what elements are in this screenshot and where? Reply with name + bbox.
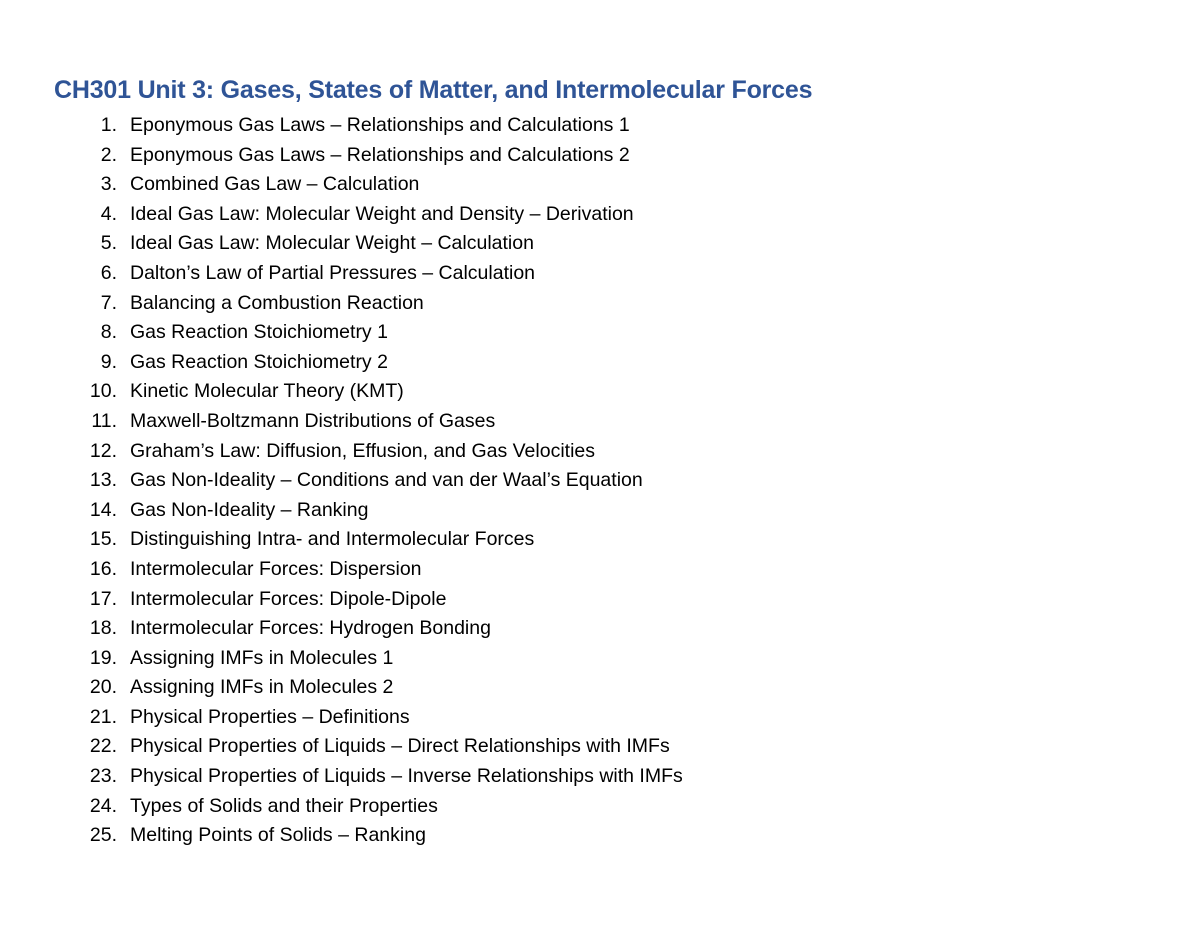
list-item-number: 25. bbox=[89, 824, 117, 847]
list-item-text: Melting Points of Solids – Ranking bbox=[130, 824, 426, 847]
list-item-text: Assigning IMFs in Molecules 2 bbox=[130, 676, 394, 699]
list-item-text: Distinguishing Intra- and Intermolecular Forces bbox=[130, 528, 535, 551]
list-item-text: Intermolecular Forces: Hydrogen Bonding bbox=[130, 617, 491, 640]
list-item-number: 15. bbox=[89, 528, 117, 551]
list-item-text: Intermolecular Forces: Dipole-Dipole bbox=[130, 587, 447, 610]
list-item-number: 3. bbox=[100, 173, 117, 196]
list-item-text: Types of Solids and their Properties bbox=[130, 794, 438, 817]
list-item-text: Intermolecular Forces: Dispersion bbox=[130, 557, 422, 580]
list-item-number: 12. bbox=[89, 439, 117, 462]
list-item-text: Balancing a Combustion Reaction bbox=[130, 291, 424, 314]
list-item-number: 24. bbox=[89, 794, 117, 817]
list-item-number: 22. bbox=[89, 735, 117, 758]
list-item-text: Assigning IMFs in Molecules 1 bbox=[130, 646, 394, 669]
list-item-number: 1. bbox=[100, 114, 117, 136]
list-item-number: 9. bbox=[100, 350, 117, 373]
list-item-text: Ideal Gas Law: Molecular Weight – Calculation bbox=[130, 232, 534, 255]
list-item-number: 8. bbox=[100, 321, 117, 344]
list-item-text: Dalton’s Law of Partial Pressures – Calculation bbox=[130, 261, 536, 284]
list-item-number: 18. bbox=[89, 617, 117, 640]
list-item-number: 5. bbox=[100, 232, 117, 255]
list-item-text: Kinetic Molecular Theory (KMT) bbox=[130, 380, 404, 403]
list-item-text: Physical Properties – Definitions bbox=[130, 705, 410, 728]
page-title: CH301 Unit 3: Gases, States of Matter, and Intermolecular Forces bbox=[54, 76, 813, 104]
list-item-number: 10. bbox=[89, 380, 117, 403]
list-item-number: 23. bbox=[89, 765, 117, 788]
list-item-text: Gas Non-Ideality – Conditions and van der Waal’s Equation bbox=[130, 469, 643, 492]
list-item-text: Maxwell-Boltzmann Distributions of Gases bbox=[130, 409, 496, 432]
list-item-text: Physical Properties of Liquids – Inverse Relationships with IMFs bbox=[130, 765, 683, 788]
list-item-number: 14. bbox=[89, 498, 117, 521]
list-item-number: 17. bbox=[89, 587, 117, 610]
list-item-number: 13. bbox=[89, 469, 117, 492]
list-item-text: Gas Reaction Stoichiometry 1 bbox=[130, 321, 388, 344]
list-item-number: 20. bbox=[89, 676, 117, 699]
list-item-text: Physical Properties of Liquids – Direct Relationships with IMFs bbox=[130, 735, 670, 758]
list-item-number: 21. bbox=[89, 705, 117, 728]
list-item-text: Gas Reaction Stoichiometry 2 bbox=[130, 350, 388, 373]
list-item-text: Ideal Gas Law: Molecular Weight and Density – Derivation bbox=[130, 202, 634, 225]
list-item-number: 16. bbox=[89, 557, 117, 580]
list-item-text: Combined Gas Law – Calculation bbox=[130, 173, 420, 196]
list-item-number: 19. bbox=[89, 646, 117, 669]
list-item-text: Gas Non-Ideality – Ranking bbox=[130, 498, 369, 521]
list-item-text: Eponymous Gas Laws – Relationships and Calculations 1 bbox=[130, 114, 630, 136]
list-item-number: 4. bbox=[100, 202, 117, 225]
list-item-text: Eponymous Gas Laws – Relationships and Calculations 2 bbox=[130, 143, 630, 166]
list-item-number: 7. bbox=[100, 291, 117, 314]
list-item-text: Graham’s Law: Diffusion, Effusion, and Gas Velocities bbox=[130, 439, 596, 462]
list-item-number: 11. bbox=[91, 409, 117, 432]
list-item-number: 2. bbox=[100, 143, 117, 166]
list-item-number: 6. bbox=[100, 261, 117, 284]
